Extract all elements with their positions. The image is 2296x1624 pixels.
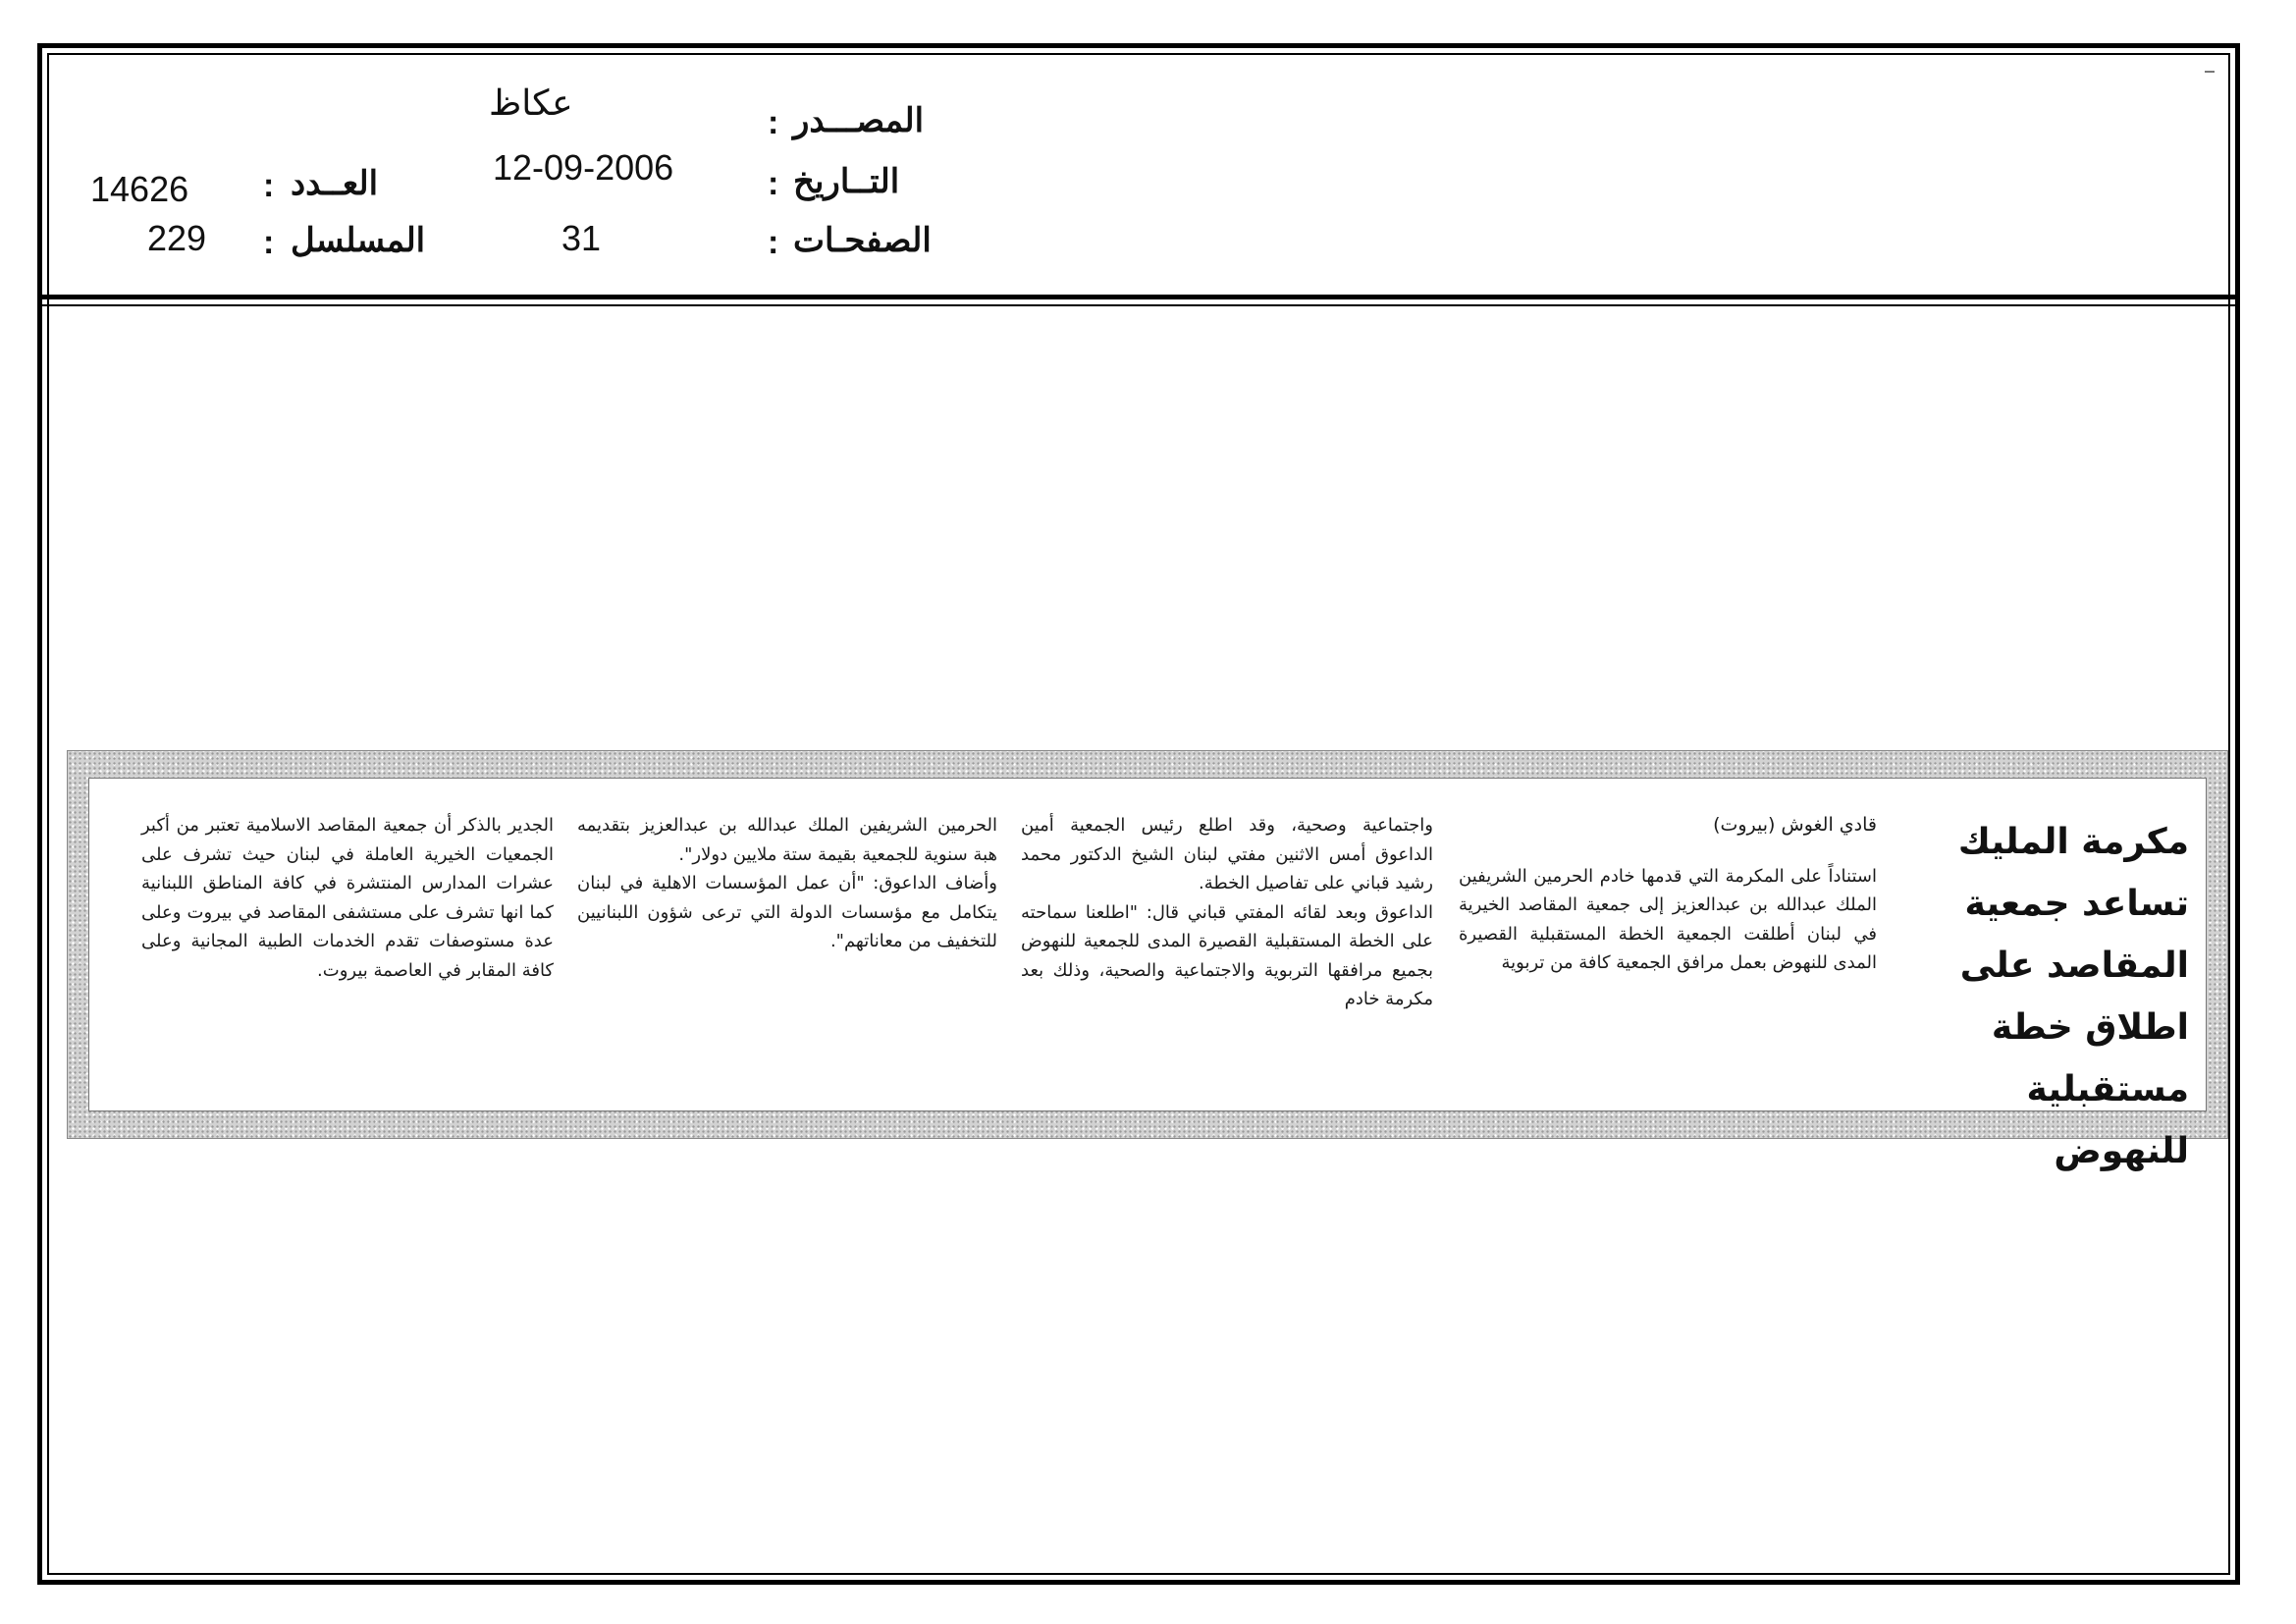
- serial-colon: :: [263, 224, 275, 261]
- source-value: عكاظ: [489, 82, 573, 123]
- date-colon: :: [768, 165, 779, 202]
- article-headline: مكرمة المليك تساعد جمعية المقاصد على اطلاق خطة مستقبلية للنهوض: [1957, 822, 2189, 1171]
- issue-label: العــدد: [291, 165, 379, 202]
- date-label: التــاريخ: [793, 163, 900, 200]
- serial-label: المسلسل: [291, 222, 426, 259]
- column-3-paragraph-1: الحرمين الشريفين الملك عبدالله بن عبدالعزيز بتقديمه هبة سنوية للجمعية بقيمة ستة ملايين دولار".: [577, 815, 997, 865]
- pages-label: الصفحـات: [793, 222, 932, 259]
- article-column-2: [1021, 811, 1433, 1096]
- column-1-text: استناداً على المكرمة التي قدمها خادم الحرمين الشريفين الملك عبدالله بن عبدالعزيز إلى جمعية المقاصد الخيرية في لبنان أطلقت الجمعية الخطة المستقبلية القصيرة المدى للنهوض بعمل مرافق الجمعية كافة من تربوية: [1459, 865, 1877, 973]
- article-column-1: [1459, 811, 1877, 1096]
- issue-colon: :: [263, 167, 275, 204]
- column-2-paragraph-2: الداعوق وبعد لقائه المفتي قباني قال: "اطلعنا سماحته على الخطة المستقبلية القصيرة المدى للجمعية للنهوض بجميع مرافقها التربوية والاجتماعية والصحية، وذلك بعد مكرمة خادم: [1021, 901, 1433, 1009]
- pages-colon: :: [768, 224, 779, 261]
- article-column-3: [577, 811, 997, 1096]
- article-column-4: [141, 811, 554, 1096]
- pages-value: 31: [561, 218, 602, 258]
- corner-mark: [2205, 71, 2215, 73]
- date-value: 12-09-2006: [493, 147, 674, 188]
- column-3-paragraph-2: وأضاف الداعوق: "أن عمل المؤسسات الاهلية في لبنان يتكامل مع مؤسسات الدولة التي ترعى شؤون اللبنانيين للتخفيف من معاناتهم".: [577, 873, 997, 951]
- article-byline: قادي الغوش (بيروت): [1713, 814, 1877, 836]
- column-2-paragraph-1: واجتماعية وصحية، وقد اطلع رئيس الجمعية أمين الداعوق أمس الاثنين مفتي لبنان الشيخ الدكتور محمد رشيد قباني على تفاصيل الخطة.: [1021, 815, 1433, 893]
- issue-value: 14626: [90, 169, 189, 209]
- column-4-text: الجدير بالذكر أن جمعية المقاصد الاسلامية تعتبر من أكبر الجمعيات الخيرية العاملة في لبنان حيث تشرف على عشرات المدارس المنتشرة في كافة المناطق اللبنانية كما انها تشرف على مستشفى المقاصد في بيروت وعلى عدة مستوصفات تقدم الخدمات الطبية المجانية وعلى كافة المقابر في العاصمة بيروت.: [141, 815, 554, 981]
- header-divider: [37, 295, 2240, 306]
- source-colon: :: [768, 104, 779, 141]
- serial-value: 229: [147, 218, 207, 258]
- source-label: المصـــدر: [793, 102, 925, 139]
